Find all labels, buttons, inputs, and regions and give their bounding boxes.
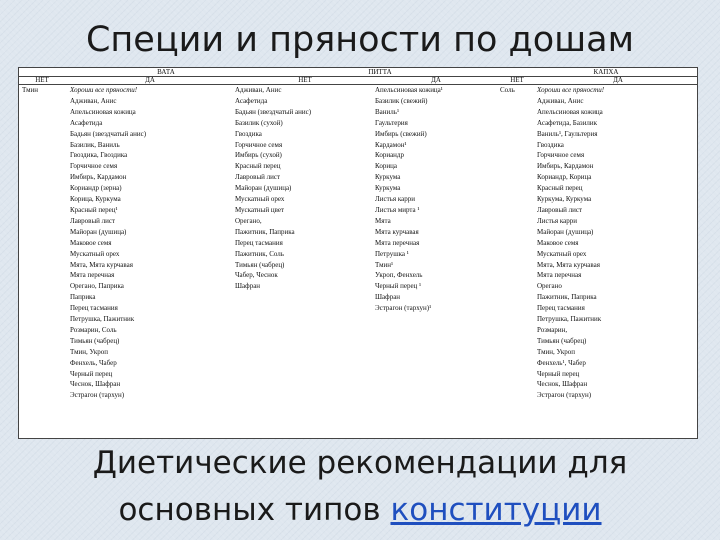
list-item: Мускатный орех	[235, 195, 285, 204]
list-item: Ваниль¹, Гаультерия	[537, 129, 598, 138]
list-item: Кориандр, Корица	[537, 173, 592, 182]
list-item: Петрушка, Пажитник	[537, 315, 602, 324]
list-item: Перец тасмания	[235, 238, 283, 247]
list-item: Корица	[375, 162, 397, 171]
list-item: Адживан, Анис	[235, 86, 282, 94]
list-item: Эстрагон (тархун)	[70, 391, 125, 400]
subheader-pitta-no: НЕТ	[298, 76, 312, 84]
list-item: Тимьян (чабрец)	[235, 260, 285, 269]
list-item: Мята перечная	[537, 271, 582, 280]
list-item: Имбирь (свежий)	[375, 129, 427, 138]
column-pitta-yes	[375, 85, 443, 314]
list-item: Корица, Куркума	[70, 195, 121, 204]
list-item: Перец тасмания	[537, 304, 585, 313]
list-item: Пажитник, Соль	[235, 249, 284, 258]
list-item: Черный перец	[70, 369, 113, 378]
subtitle-line-2-text: основных типов	[118, 492, 391, 528]
list-item: Тмин	[22, 86, 39, 94]
list-item: Гаультерия	[375, 118, 408, 127]
list-item: Базилик, Ваниль	[70, 140, 120, 149]
list-item: Чеснок, Шафран	[537, 380, 588, 389]
list-item: Мята курчавая	[375, 227, 419, 236]
list-item: Фенхель, Чабер	[70, 358, 117, 367]
list-item: Гвоздика	[537, 140, 564, 149]
list-item: Гвоздика	[235, 129, 262, 138]
list-item: Тимьян (чабрец)	[70, 336, 120, 345]
subheader-kapha-yes: ДА	[613, 76, 623, 84]
column-vata-no	[22, 85, 38, 96]
subheader-kapha-no: НЕТ	[510, 76, 524, 84]
list-item: Листья карри	[375, 195, 415, 204]
constitution-link[interactable]: конституции	[390, 492, 602, 528]
list-item: Чеснок, Шафран	[70, 380, 121, 389]
list-item: Горчичное семя	[70, 162, 118, 171]
list-item: Эстрагон (тархун)¹	[375, 304, 432, 313]
list-item: Апельсиновая кожица¹	[375, 86, 443, 94]
list-item: Лавровый лист	[235, 173, 281, 182]
list-item: Мята перечная	[70, 271, 115, 280]
list-item: Кардамон¹	[375, 140, 407, 149]
list-item: Адживан, Анис	[537, 96, 584, 105]
list-item: Орегано	[537, 282, 562, 291]
list-item: Апельсиновая кожица	[537, 107, 603, 116]
list-item: Куркума, Куркума	[537, 195, 592, 204]
list-item: Горчичное семя	[537, 151, 585, 160]
column-kapha-yes	[537, 85, 604, 401]
list-item: Черный перец ¹	[375, 282, 422, 291]
list-item: Хороши все пряности!	[537, 86, 605, 94]
list-item: Петрушка ¹	[375, 249, 409, 258]
list-item: Гвоздика, Гвоздика	[70, 151, 128, 160]
list-item: Петрушка, Пажитник	[70, 315, 135, 324]
list-item: Эстрагон (тархун)	[537, 391, 592, 400]
list-item: Укроп, Фенхель	[375, 271, 423, 280]
subtitle-line-1: Диетические рекомендации для	[92, 445, 628, 481]
list-item: Черный перец	[537, 369, 580, 378]
list-item: Тмин, Укроп	[70, 347, 109, 356]
list-item: Фенхель¹, Чабер	[537, 358, 586, 367]
list-item: Тмин¹	[375, 260, 394, 269]
list-item: Имбирь, Кардамон	[70, 173, 127, 182]
subtitle-line-2	[0, 492, 720, 528]
list-item: Тмин, Укроп	[537, 347, 576, 356]
list-item: Красный перец	[537, 184, 583, 193]
list-item: Листья мирта ¹	[375, 205, 420, 214]
list-item: Асафетида, Базилик	[537, 118, 598, 127]
list-item: Бадьян (звездчатый анис)	[70, 129, 147, 138]
list-item: Мята, Мята курчавая	[70, 260, 133, 269]
list-item: Тимьян (чабрец)	[537, 336, 587, 345]
list-item: Ваниль¹	[375, 107, 400, 116]
list-item: Паприка	[70, 293, 96, 302]
column-kapha-no	[500, 85, 515, 96]
list-item: Хороши все пряности!	[70, 86, 138, 94]
list-item: Лавровый лист	[537, 205, 583, 214]
subheader-pitta-yes: ДА	[431, 76, 441, 84]
spice-table	[18, 67, 698, 439]
list-item: Базилик (свежий)	[375, 96, 428, 105]
list-item: Розмарин, Соль	[70, 325, 117, 334]
list-item: Асафетида	[70, 118, 103, 127]
list-item: Кориандр	[375, 151, 404, 160]
header-vata: ВАТА	[157, 68, 175, 76]
list-item: Орегано, Паприка	[70, 282, 124, 291]
list-item: Мята, Мята курчавая	[537, 260, 600, 269]
list-item: Асафетида	[235, 96, 268, 105]
list-item: Листья карри	[537, 216, 577, 225]
list-item: Красный перец¹	[70, 205, 118, 214]
column-vata-yes	[70, 85, 146, 401]
list-item: Майоран (душица)	[70, 227, 127, 236]
column-pitta-no	[235, 85, 311, 292]
list-item: Лавровый лист	[70, 216, 116, 225]
list-item: Перец тасмания	[70, 304, 118, 313]
list-item: Соль	[500, 86, 515, 94]
list-item: Куркума	[375, 184, 401, 193]
list-item: Майоран (душица)	[235, 184, 292, 193]
list-item: Орегано,	[235, 216, 262, 225]
list-item: Пажитник, Паприка	[235, 227, 295, 236]
list-item: Адживан, Анис	[70, 96, 117, 105]
list-item: Имбирь (сухой)	[235, 151, 282, 160]
list-item: Мускатный орех	[70, 249, 120, 258]
list-item: Куркума	[375, 173, 401, 182]
list-item: Чабер, Чеснок	[235, 271, 278, 280]
list-item: Красный перец	[235, 162, 281, 171]
subheader-vata-yes: ДА	[145, 76, 155, 84]
list-item: Маковое семя	[537, 238, 579, 247]
list-item: Имбирь, Кардамон	[537, 162, 594, 171]
list-item: Апельсиновая кожица	[70, 107, 136, 116]
list-item: Шафран	[235, 282, 261, 291]
list-item: Мускатный цвет	[235, 205, 285, 214]
list-item: Розмарин,	[537, 325, 568, 334]
list-item: Бадьян (звездчатый анис)	[235, 107, 312, 116]
list-item: Маковое семя	[70, 238, 112, 247]
header-pitta: ПИТТА	[368, 68, 392, 76]
list-item: Мята	[375, 216, 391, 225]
list-item: Шафран	[375, 293, 401, 302]
header-kapha: КАПХА	[593, 68, 619, 76]
list-item: Базилик (сухой)	[235, 118, 283, 127]
list-item: Пажитник, Паприка	[537, 293, 597, 302]
list-item: Майоран (душица)	[537, 227, 594, 236]
list-item: Мята перечная	[375, 238, 420, 247]
slide-title: Специи и пряности по дошам	[85, 20, 635, 60]
subheader-vata-no: НЕТ	[35, 76, 49, 84]
list-item: Мускатный орех	[537, 249, 587, 258]
list-item: Горчичное семя	[235, 140, 283, 149]
list-item: Кориандр (зерна)	[70, 184, 122, 193]
